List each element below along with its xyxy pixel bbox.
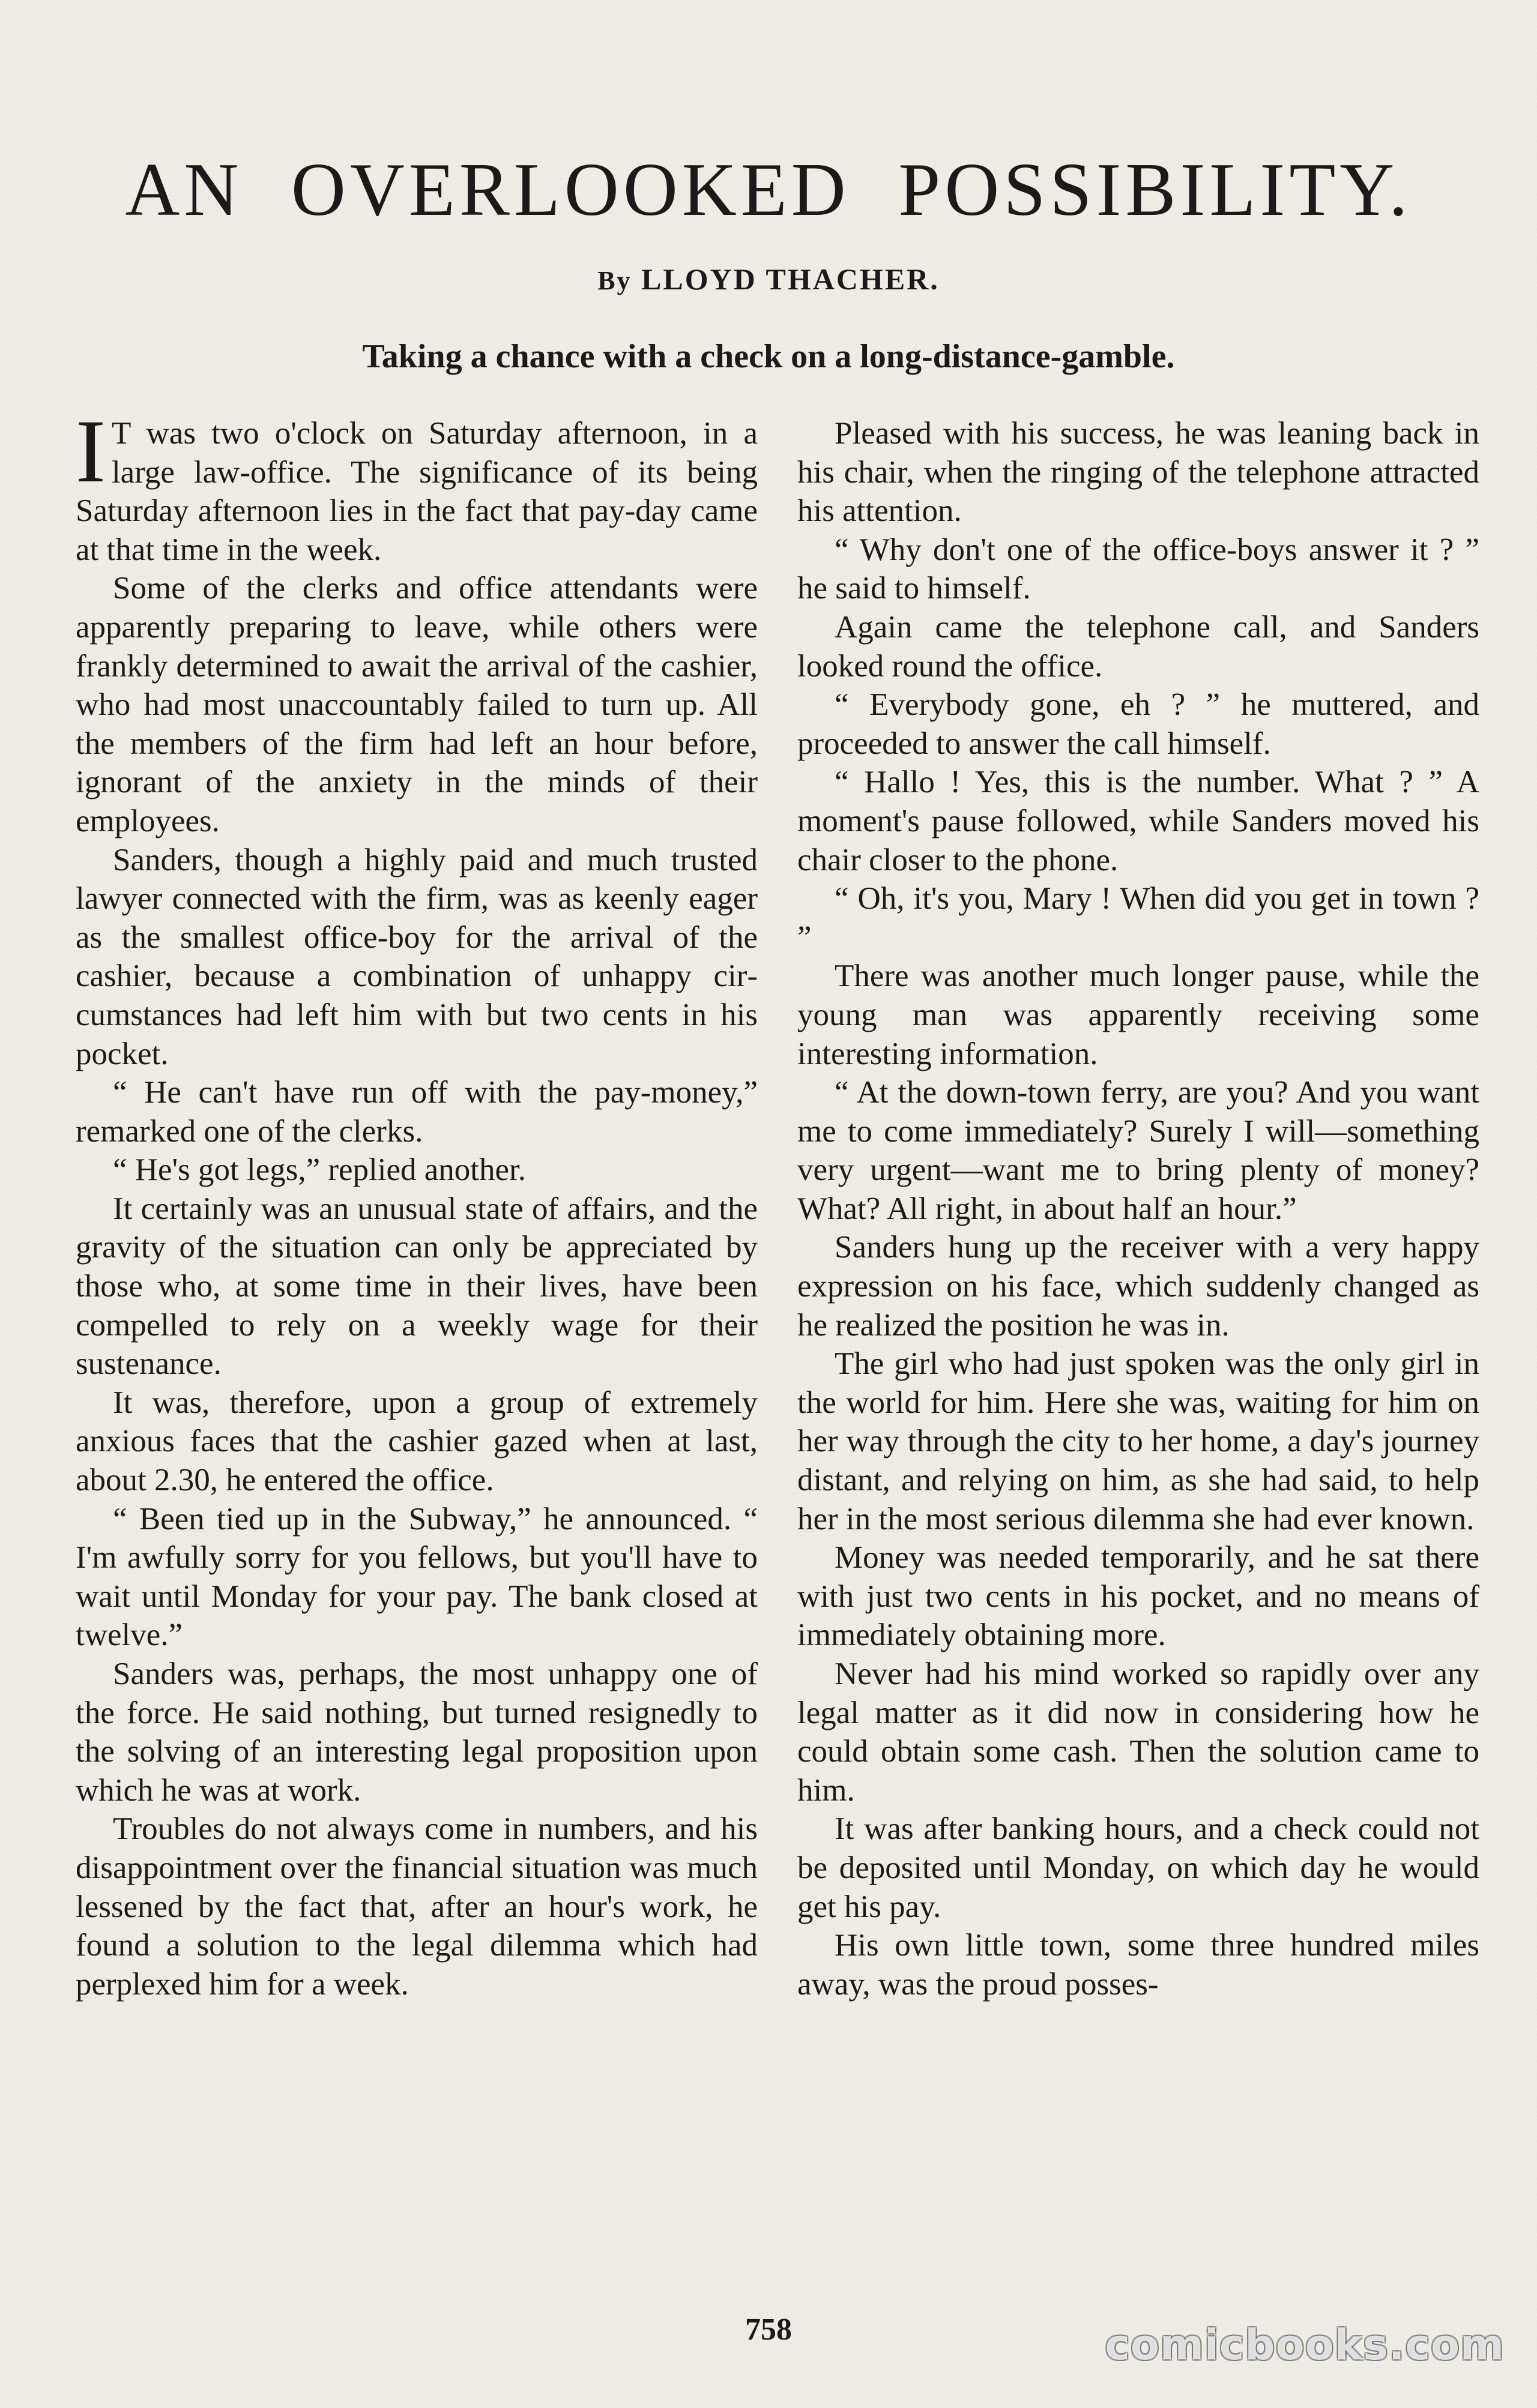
byline-prefix: By (597, 266, 632, 295)
paragraph: “ Been tied up in the Subway,” he announced. “ I'm awfully sorry for you fellows, but you'll have to wait until Monday for your pay. The bank closed at twelve.” (76, 1501, 758, 1653)
paragraph: “ Everybody gone, eh ? ” he muttered, and proceeded to answer the call himself. (797, 687, 1479, 761)
paragraph: It was after banking hours, and a check could not be deposited until Monday, on which day he would get his pay. (797, 1811, 1479, 1924)
right-column (797, 414, 1479, 2003)
paragraph: There was another much longer pause, while the young man was apparently receiving some interesting information. (797, 959, 1479, 1071)
author-name: LLOYD THACHER. (641, 262, 940, 296)
paragraph (76, 402, 758, 569)
left-column (76, 402, 758, 2003)
paragraph: It certainly was an unusual state of affairs, and the gravity of the situation can only be appreciated by those who, at some time in their lives, have been compelled to rely on a weekly wage for their sustenance. (76, 1191, 758, 1382)
article-subtitle: Taking a chance with a check on a long-distance-gamble. (362, 338, 1175, 375)
paragraph: Troubles do not always come in numbers, and his disappointment over the financial situation was much lessened by the fact that, after an hour's work, he found a solution to the legal dilemma which had perplexed him for a week. (76, 1811, 758, 2002)
paragraph: His own little town, some three hundred miles away, was the proud posses- (797, 1928, 1479, 2002)
paragraph: Sanders, though a highly paid and much trusted lawyer connected with the firm, was as keenly eager as the smallest office-boy for the arrival of the cashier, because a combination of unhappy circumstances had left him with but two cents in his pocket. (76, 842, 758, 1071)
paragraph: Again came the telephone call, and Sanders looked round the office. (797, 609, 1479, 684)
paragraph: “ At the down-town ferry, are you? And you want me to come immediately? Surely I will—something very urgent—want me to bring plenty of money? What? All right, in about half an hour.” (797, 1075, 1479, 1226)
paragraph: “ Why don't one of the office-boys answer it ? ” he said to himself. (797, 532, 1479, 606)
paragraph-text: T was two o'clock on Saturday afternoon, in a large law-office. The significance of its being Saturday afternoon lies in the fact that pay-day came at that time in the week. (76, 416, 758, 567)
paragraph: “ He's got legs,” replied another. (113, 1152, 527, 1188)
paragraph: “ He can't have run off with the pay-money,” remarked one of the clerks. (76, 1075, 758, 1149)
article-title: AN OVERLOOKED POSSIBILITY. (125, 148, 1412, 232)
paragraph: Never had his mind worked so rapidly over any legal matter as it did now in considering how he could obtain some cash. Then the solution came to him. (797, 1657, 1479, 1808)
paragraph: Sanders was, perhaps, the most unhappy one of the force. He said nothing, but turned resignedly to the solving of an interesting legal proposition upon which he was at work. (76, 1657, 758, 1808)
paragraph: “ Oh, it's you, Mary ! When did you get in town ? ” (797, 881, 1479, 955)
site-watermark: comicbooks.com (1105, 2320, 1505, 2370)
paragraph: It was, therefore, upon a group of extremely anxious faces that the cashier gazed when at last, about 2.30, he entered the office. (76, 1385, 758, 1498)
paragraph: Some of the clerks and office attendants were apparently preparing to leave, while others were frankly determined to await the arrival of the cashier, who had most unaccountably failed to turn up. All the members of the firm had left an hour before, ignorant of the anxiety in the minds of their employees. (76, 571, 758, 838)
drop-cap: I (76, 402, 106, 501)
paragraph: The girl who had just spoken was the only girl in the world for him. Here she was, waiting for him on her way through the city to her home, a day's journey distant, and relying on him, as she had said, to help her in the most serious dilemma she had ever known. (797, 1346, 1479, 1537)
paragraph: Pleased with his success, he was leaning back in his chair, when the ringing of the telephone attracted his attention. (797, 416, 1479, 529)
paragraph: “ Hallo ! Yes, this is the number. What ? ” A moment's pause followed, while Sanders moved his chair closer to the phone. (797, 765, 1479, 877)
paragraph: Sanders hung up the receiver with a very happy expression on his face, which suddenly changed as he realized the position he was in. (797, 1230, 1479, 1343)
page-number: 758 (745, 2313, 792, 2347)
paragraph: Money was needed temporarily, and he sat there with just two cents in his pocket, and no means of immediately obtaining more. (797, 1540, 1479, 1653)
byline (0, 262, 1537, 296)
